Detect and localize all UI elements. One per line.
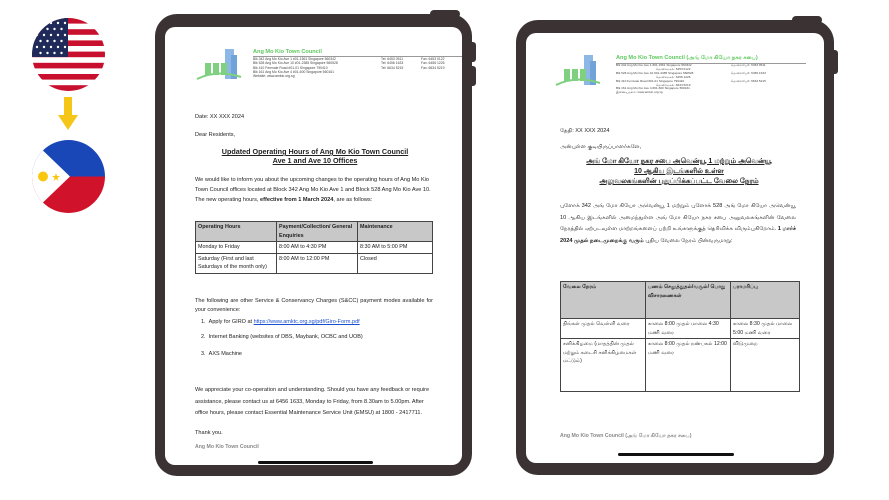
letterhead-tel: Tel: 6456 1633	[381, 61, 404, 66]
us-flag-icon	[32, 18, 105, 91]
table-cell: 8:00 AM to 12:00 PM	[277, 253, 358, 273]
letterhead-address: Blk 528 Ang Mo Kio Ave 10 #01-2385 Singapore 560528	[616, 70, 694, 75]
operating-hours-table	[195, 221, 433, 274]
amktc-logo-icon	[195, 49, 245, 83]
letterhead-address: Blk 161 Ang Mo Kio Ave 4 #01-600 Singapore 560161	[253, 69, 334, 74]
letterhead-fax: Fax: 6456 1226	[421, 61, 445, 66]
intro-text: We would like to inform you about the upcoming changes to the operating hours of Ang Mo Kio Town Council offices located at Block 342 Ang Mo Kio Ave 1 and Block 528 Ang Mo Kio Ave 10. The new operating hours,	[195, 177, 431, 203]
title-line-2: Ave 1 and Ave 10 Offices	[272, 156, 358, 165]
intro-paragraph	[195, 175, 433, 205]
tablet-tamil	[516, 20, 834, 475]
thanks-text: Thank you.	[195, 430, 223, 436]
letterhead-tel: தொலைபேசி: 6453 0511	[731, 63, 766, 67]
table-header: வேலை நேரம்	[561, 282, 646, 319]
intro-paragraph	[560, 201, 796, 247]
letterhead-address: Blk 528 Ang Mo Kio Ave 10 #01-2385 Singapore 560528	[253, 61, 338, 66]
letter-title	[560, 157, 798, 187]
letter-date: Date: XX XXX 2024	[195, 114, 245, 120]
closing-paragraph: We appreciate your co-operation and understanding. Should you have any feedback or require assistance, please contact us at 6456 1633, Monday to Friday, from 8.30am to 5.00pm. After office hours, please contact Essential Maintenance Service Unit (EMSU) at 1800 - 2417711.	[195, 387, 430, 416]
table-cell: விடுமுறை	[731, 339, 800, 392]
power-button	[430, 10, 460, 18]
letterhead-fax: தொலைநகல்: 6456 1226	[656, 74, 691, 79]
table-header: பராமரிப்பு	[731, 282, 800, 319]
letterhead	[554, 55, 806, 95]
salutation: அன்புள்ள குடியிருப்பாளர்களே,	[560, 144, 642, 150]
letterhead	[195, 49, 462, 83]
document-tamil[interactable]	[526, 33, 824, 463]
intro-effective-date: 1 மார்ச் 2024 முதல் நடைமுறைக்கு வரும்	[560, 226, 797, 244]
table-header-row	[561, 282, 800, 319]
letterhead-fax: தொலைநகல்: 6634 5219	[656, 82, 691, 87]
letterhead-tel: தொலைபேசி: 6634 5215	[731, 78, 766, 83]
table-cell: Monday to Friday	[196, 242, 277, 254]
table-cell: 8:00 AM to 4:30 PM	[277, 242, 358, 254]
payment-intro: The following are other Service & Conservancy Charges (S&CC) payment modes available for your convenience:	[195, 298, 433, 313]
list-item	[201, 317, 433, 328]
letterhead-tel: Tel: 6634 5215	[381, 65, 404, 70]
list-item	[201, 349, 433, 360]
intro-text: புதிய வேலை நேரம் பின்வருமாறு:	[643, 237, 733, 244]
table-cell: Saturday (First and last Saturdays of the month only)	[196, 253, 277, 273]
giro-form-link[interactable]: https://www.amktc.org.sg/pdf/Giro-Form.pdf	[253, 319, 360, 325]
list-text: AXS Machine	[208, 351, 242, 357]
intro-text: , are as follows:	[333, 197, 373, 203]
title-line-2: 10 ஆகிய இடங்களில் உள்ள	[634, 168, 724, 175]
table-row	[196, 253, 433, 273]
arrow-down-icon	[58, 97, 78, 131]
letter-date: தேதி: XX XXX 2024	[560, 128, 610, 134]
table-row	[561, 319, 800, 339]
table-cell: சனிக்கிழமை (மாதத்தின் முதல் மற்றும் கடைசி சனிக்கிழமைகள் மட்டும்)	[561, 339, 646, 392]
letterhead-org-name: Ang Mo Kio Town Council (அங் மோ கியோ நகர சபை)	[616, 55, 806, 64]
table-row	[196, 242, 433, 254]
list-number: 3.	[201, 351, 206, 357]
table-header: Operating Hours	[196, 222, 277, 242]
volume-up-button	[468, 42, 476, 62]
letterhead-tel: Tel: 6453 0511	[381, 57, 403, 61]
table-cell: காலை 8:00 முதல் நண்பகல் 12:00 மணி வரை	[646, 339, 731, 392]
letterhead-fax: Fax: 6453 0122	[421, 57, 445, 61]
operating-hours-table	[560, 281, 800, 392]
table-row	[561, 339, 800, 392]
list-text: Internet Banking (websites of DBS, Maybank, OCBC and UOB)	[208, 334, 363, 340]
letterhead-website: Website: www.amktc.org.sg	[253, 74, 295, 79]
table-cell: திங்கள் முதல் வெள்ளி வரை	[561, 319, 646, 339]
title-line-1: Updated Operating Hours of Ang Mo Kio Town Council	[221, 147, 409, 156]
table-header: பணம் செலுத்துதல்/வசூல்/ பொது விசாரணைகள்	[646, 282, 731, 319]
table-header: Maintenance	[358, 222, 433, 242]
signature: Ang Mo Kio Town Council (அங் மோ கியோ நகர சபை)	[560, 433, 692, 439]
list-number: 2.	[201, 334, 206, 340]
table-header: Payment/Collection/ General Enquiries	[277, 222, 358, 242]
letterhead-fax: தொலைநகல்: 6453 0122	[656, 66, 691, 71]
power-button	[792, 16, 822, 24]
letterhead-tel: தொலைபேசி: 6456 1633	[731, 70, 766, 75]
list-item	[201, 332, 433, 343]
letterhead-address: Blk 410 Fernvale Road #01-01 Singapore 790410	[616, 78, 685, 83]
document-english[interactable]	[165, 27, 462, 465]
letterhead-address: Blk 161 Ang Mo Kio Ave 4 #01-600 Singapore 560161	[616, 86, 690, 91]
letterhead-address: Blk 342 Ang Mo Kio Ave 1 #01-1561 Singapore 560342	[616, 63, 692, 67]
letterhead-org-name: Ang Mo Kio Town Council	[253, 49, 462, 57]
letterhead-address: Blk 410 Fernvale Road #01-01 Singapore 790410	[253, 65, 328, 70]
intro-text: புளோக் 342 அங் மோ கியோ அவென்யூ 1 மற்றும் புளோக் 528 அங் மோ கியோ அவென்யூ 10 ஆகிய இடங்களில் அமைந்துள்ள அங் மோ கியோ நகர சபை அலுவலகங்களின் வேலை நேரத்தில் ஏற்படவுள்ள மாற்றங்களைப் பற்றி உங்களுக்குத் தெரிவிக்க விரும்புகிறோம்.	[560, 203, 796, 232]
volume-button	[830, 50, 838, 74]
home-indicator[interactable]	[618, 453, 734, 456]
salutation: Dear Residents,	[195, 132, 236, 138]
list-text: Apply for GIRO at	[208, 319, 254, 325]
payment-modes-list	[201, 317, 433, 360]
letter-title	[195, 147, 435, 165]
letterhead-website: இணையதளம்: www.amktc.org.sg	[616, 90, 663, 95]
letterhead-address: Blk 342 Ang Mo Kio Ave 1 #01-1561 Singapore 560342	[253, 57, 336, 61]
tablet-english	[155, 14, 472, 476]
table-cell: 8:30 AM to 5:00 PM	[358, 242, 433, 254]
title-line-1: அங் மோ கியோ நகர சபை அவென்யூ 1 மற்றும் அவென்யூ	[586, 158, 772, 165]
table-cell: Closed	[358, 253, 433, 273]
signature: Ang Mo Kio Town Council	[195, 444, 259, 450]
table-cell: காலை 8:00 முதல் மாலை 4:30 மணி வரை	[646, 319, 731, 339]
letterhead-fax: Fax: 6634 5219	[421, 65, 445, 70]
amktc-logo-icon	[554, 55, 604, 89]
intro-effective-date: effective from 1 March 2024	[260, 197, 334, 203]
table-header-row	[196, 222, 433, 242]
home-indicator[interactable]	[258, 461, 373, 464]
philippines-flag-icon	[32, 140, 105, 213]
volume-down-button	[468, 66, 476, 86]
list-number: 1.	[201, 319, 206, 325]
table-cell: காலை 8:30 முதல் மாலை 5:00 மணி வரை	[731, 319, 800, 339]
title-line-3: அலுவலகங்களின் புதுப்பிக்கப்பட்ட வேலை நேரம்	[599, 178, 759, 185]
